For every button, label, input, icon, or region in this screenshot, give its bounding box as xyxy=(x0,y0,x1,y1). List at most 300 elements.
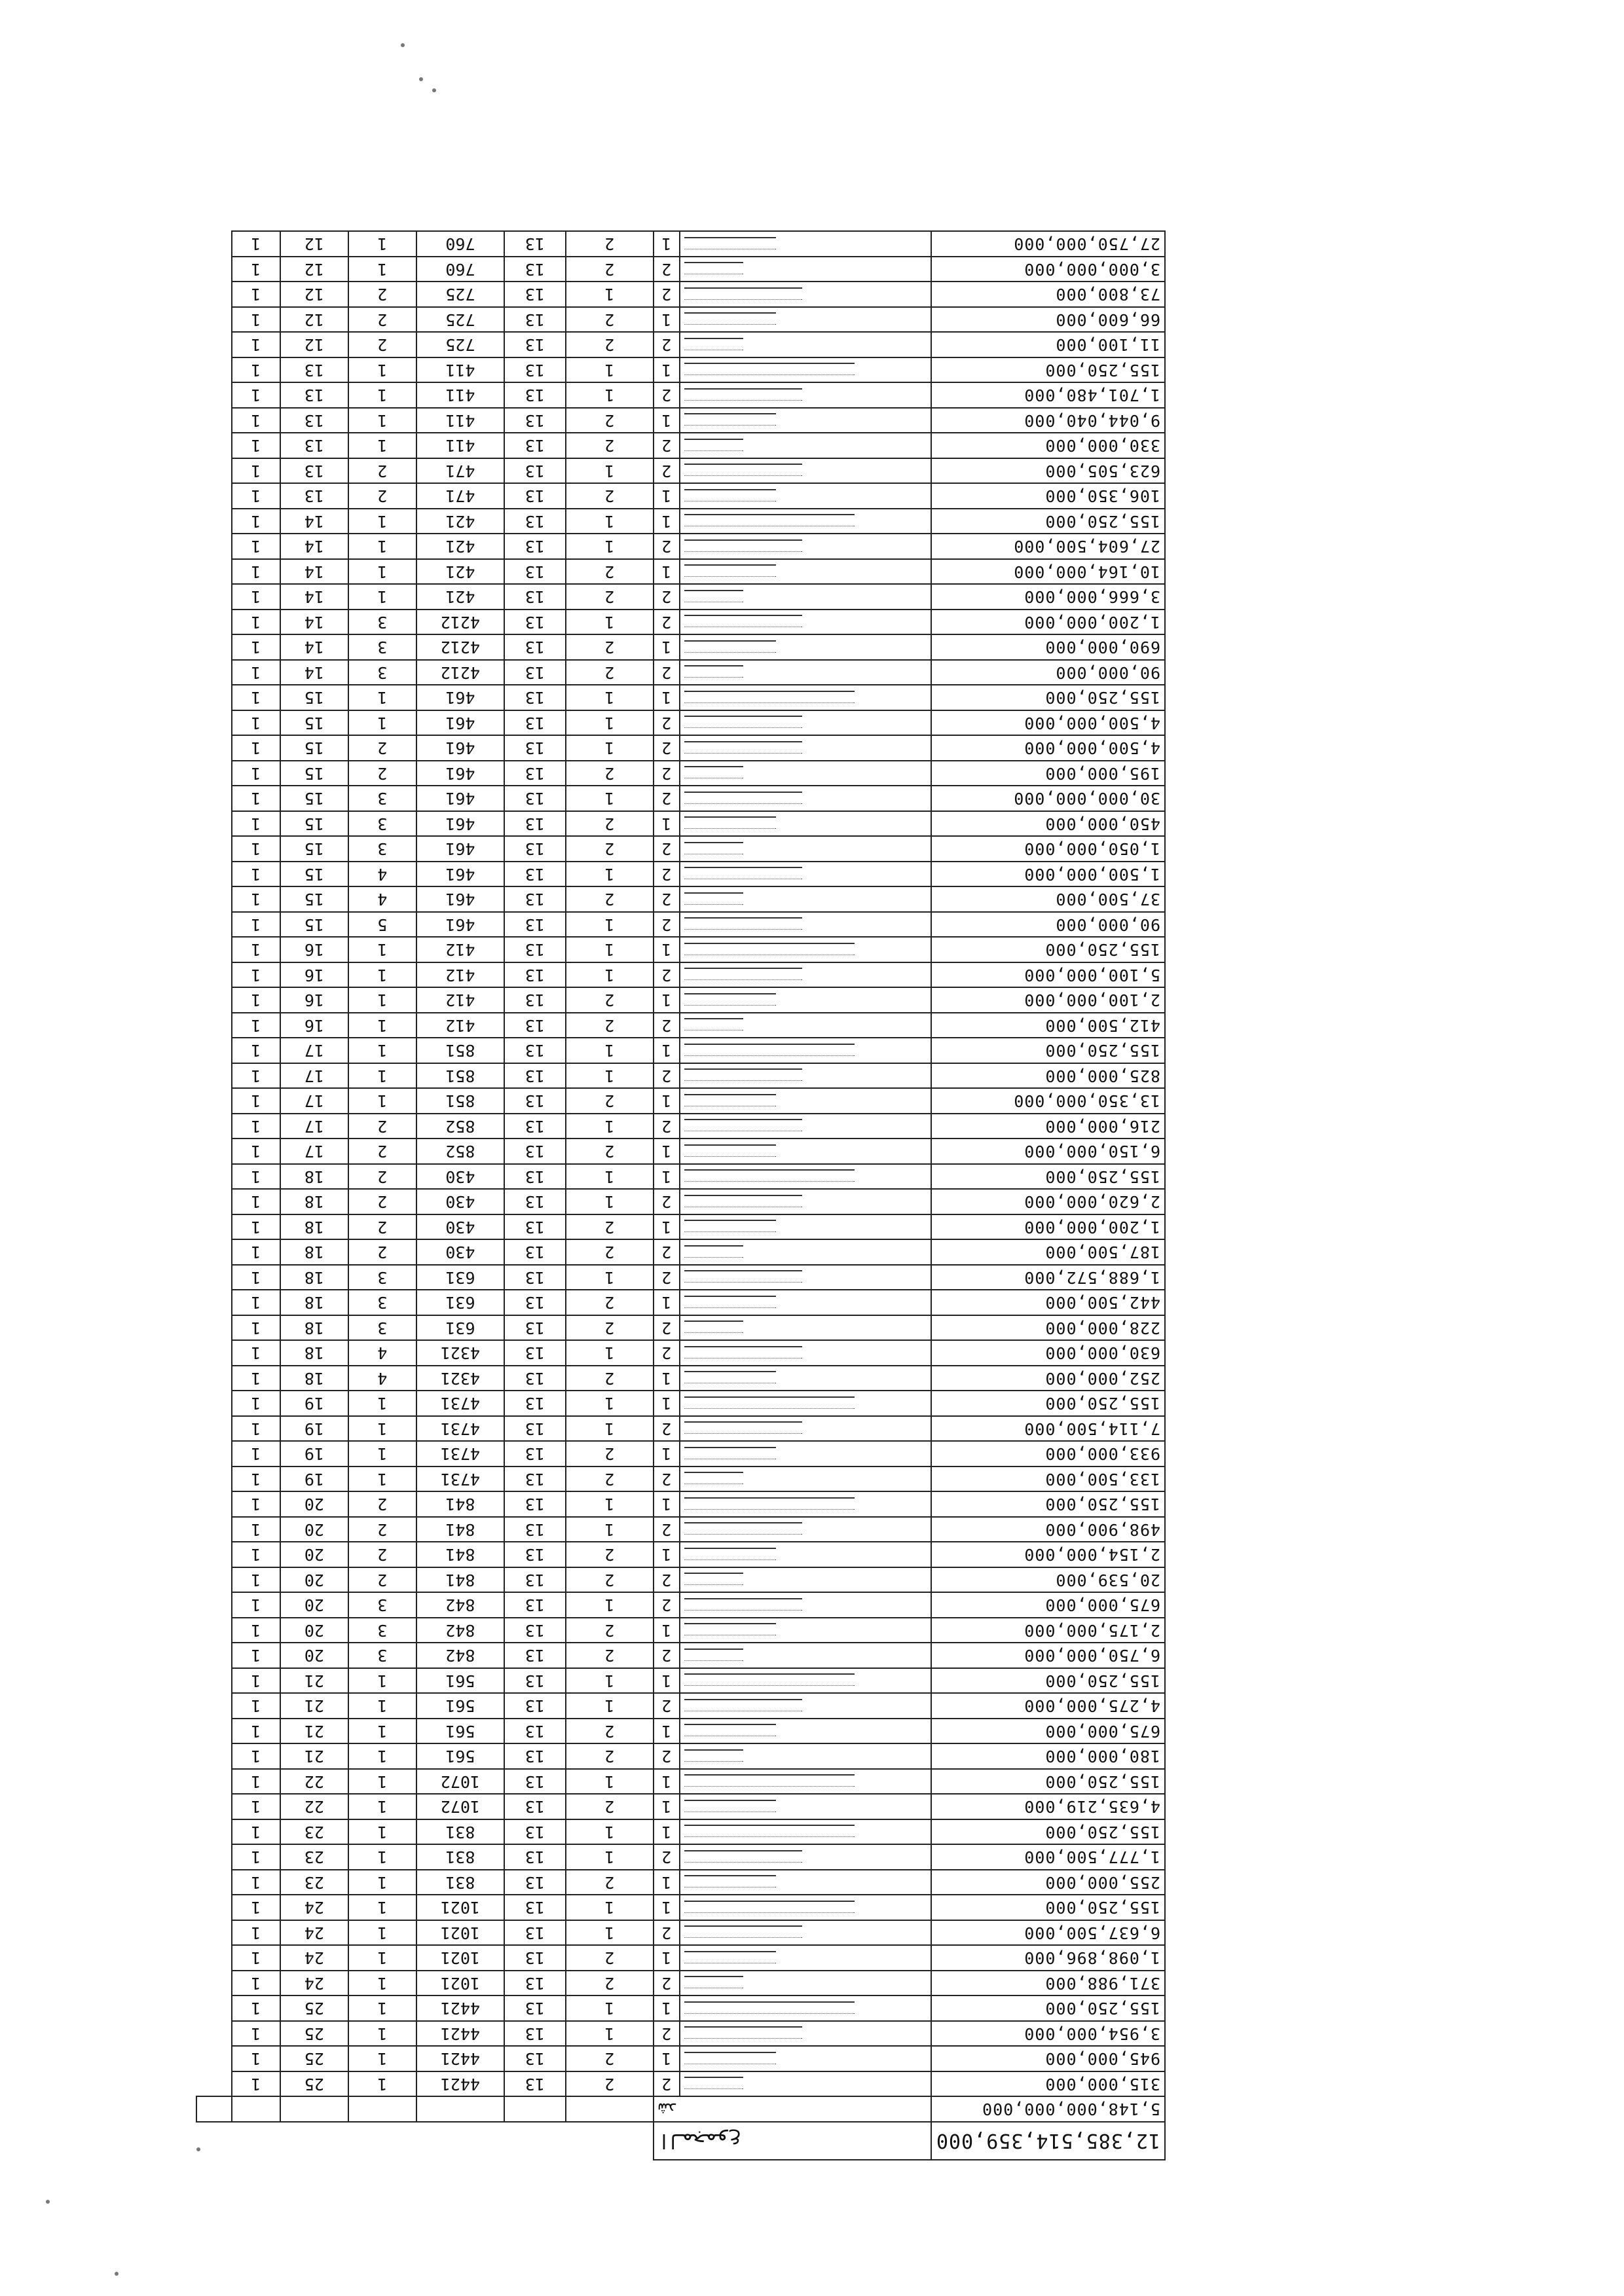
cell xyxy=(416,2097,504,2123)
code-a-cell: 1 xyxy=(566,2021,654,2047)
table-row xyxy=(196,1240,1165,1266)
code-d-cell: 1 xyxy=(348,1416,416,1442)
amount-cell: 450,000,000 xyxy=(931,811,1165,837)
group-code-cell: 13 xyxy=(280,484,348,509)
description-cell xyxy=(680,1290,931,1316)
code-d-cell: 4 xyxy=(348,1366,416,1391)
description-cell xyxy=(680,1795,931,1820)
cell xyxy=(196,2097,232,2123)
code-a-cell: 2 xyxy=(566,1139,654,1165)
code-f-cell: 1 xyxy=(232,2071,280,2097)
type-code-cell: 2 xyxy=(654,1567,680,1593)
description-cell xyxy=(680,1164,931,1190)
description-cell xyxy=(680,685,931,711)
group-code-cell: 20 xyxy=(280,1492,348,1518)
table-row xyxy=(196,1139,1165,1165)
table-row xyxy=(196,1542,1165,1568)
type-code-cell: 2 xyxy=(654,585,680,610)
code-a-cell: 1 xyxy=(566,1038,654,1064)
group-code-cell: 13 xyxy=(280,357,348,383)
group-code-cell: 13 xyxy=(280,458,348,484)
code-f-cell: 1 xyxy=(232,1795,280,1820)
code-b-cell: 13 xyxy=(504,988,566,1013)
total-label: شد xyxy=(654,2097,931,2123)
account-code-cell: 852 xyxy=(416,1139,504,1165)
description-cell xyxy=(680,710,931,736)
code-d-cell: 1 xyxy=(348,1795,416,1820)
code-b-cell: 13 xyxy=(504,1719,566,1744)
group-code-cell: 17 xyxy=(280,1139,348,1165)
code-f-cell: 1 xyxy=(232,559,280,585)
group-code-cell: 14 xyxy=(280,559,348,585)
code-d-cell: 3 xyxy=(348,1265,416,1290)
group-code-cell: 15 xyxy=(280,685,348,711)
code-f-cell: 1 xyxy=(232,1819,280,1845)
amount-cell: 155,250,000 xyxy=(931,1769,1165,1795)
description-cell xyxy=(680,1694,931,1719)
code-d-cell: 2 xyxy=(348,458,416,484)
group-code-cell: 14 xyxy=(280,509,348,534)
handwritten-description xyxy=(684,1598,802,1611)
amount-cell: 1,701,480,000 xyxy=(931,383,1165,409)
amount-cell: 1,050,000,000 xyxy=(931,837,1165,862)
amount-cell: 690,000,000 xyxy=(931,635,1165,661)
table-row xyxy=(196,962,1165,988)
code-b-cell: 13 xyxy=(504,2021,566,2047)
account-code-cell: 411 xyxy=(416,383,504,409)
table-row xyxy=(196,1668,1165,1694)
table-row xyxy=(196,660,1165,685)
code-f-cell: 1 xyxy=(232,1013,280,1038)
group-code-cell: 25 xyxy=(280,2047,348,2072)
table-row xyxy=(196,484,1165,509)
group-code-cell: 16 xyxy=(280,938,348,963)
scan-speck xyxy=(401,43,405,47)
handwritten-description xyxy=(684,1699,802,1711)
description-cell xyxy=(680,786,931,812)
description-cell xyxy=(680,1366,931,1391)
code-a-cell: 1 xyxy=(566,1265,654,1290)
amount-cell: 3,954,000,000 xyxy=(931,2021,1165,2047)
table-row xyxy=(196,1114,1165,1139)
code-a-cell: 1 xyxy=(566,458,654,484)
description-cell xyxy=(680,1089,931,1114)
type-code-cell: 1 xyxy=(654,1769,680,1795)
table-row xyxy=(196,710,1165,736)
handwritten-description xyxy=(684,489,776,501)
group-code-cell: 23 xyxy=(280,1819,348,1845)
code-a-cell: 1 xyxy=(566,1769,654,1795)
code-a-cell: 2 xyxy=(566,1467,654,1492)
type-code-cell: 1 xyxy=(654,635,680,661)
code-d-cell: 3 xyxy=(348,837,416,862)
code-b-cell: 13 xyxy=(504,1290,566,1316)
type-code-cell: 2 xyxy=(654,1845,680,1870)
handwritten-description xyxy=(684,413,776,426)
code-f-cell: 1 xyxy=(232,433,280,459)
code-b-cell: 13 xyxy=(504,761,566,786)
account-code-cell: 4731 xyxy=(416,1416,504,1442)
code-b-cell: 13 xyxy=(504,1542,566,1568)
code-d-cell: 3 xyxy=(348,1593,416,1618)
description-cell xyxy=(680,1265,931,1290)
handwritten-description xyxy=(684,464,802,476)
handwritten-description xyxy=(684,968,802,980)
code-d-cell: 1 xyxy=(348,1719,416,1744)
handwritten-description xyxy=(684,1068,802,1081)
description-cell xyxy=(680,1240,931,1266)
handwritten-description xyxy=(684,1724,776,1736)
amount-cell: 1,200,000,000 xyxy=(931,1214,1165,1240)
code-b-cell: 13 xyxy=(504,786,566,812)
description-cell xyxy=(680,1391,931,1417)
account-code-cell: 461 xyxy=(416,786,504,812)
code-b-cell: 13 xyxy=(504,458,566,484)
code-d-cell: 3 xyxy=(348,610,416,635)
description-cell xyxy=(680,458,931,484)
code-d-cell: 3 xyxy=(348,1315,416,1341)
account-code-cell: 412 xyxy=(416,938,504,963)
code-a-cell: 2 xyxy=(566,988,654,1013)
scan-speck xyxy=(432,88,436,92)
group-code-cell: 19 xyxy=(280,1442,348,1467)
type-code-cell: 2 xyxy=(654,1467,680,1492)
type-code-cell: 2 xyxy=(654,433,680,459)
handwritten-description xyxy=(684,1421,802,1434)
handwritten-description xyxy=(684,1976,743,1988)
code-b-cell: 13 xyxy=(504,1114,566,1139)
account-code-cell: 430 xyxy=(416,1164,504,1190)
account-code-cell: 461 xyxy=(416,811,504,837)
handwritten-description xyxy=(684,665,743,678)
code-f-cell: 1 xyxy=(232,710,280,736)
code-b-cell: 13 xyxy=(504,2071,566,2097)
grand-total-amount: 12,385,514,359,000 xyxy=(931,2122,1165,2160)
code-a-cell: 2 xyxy=(566,2071,654,2097)
type-code-cell: 2 xyxy=(654,761,680,786)
type-code-cell: 1 xyxy=(654,1795,680,1820)
table-row xyxy=(196,1593,1165,1618)
group-code-cell: 20 xyxy=(280,1618,348,1643)
code-f-cell: 1 xyxy=(232,786,280,812)
group-code-cell: 18 xyxy=(280,1164,348,1190)
code-d-cell: 1 xyxy=(348,2021,416,2047)
code-d-cell: 1 xyxy=(348,1971,416,1996)
code-a-cell: 2 xyxy=(566,1870,654,1895)
description-cell xyxy=(680,1467,931,1492)
description-cell xyxy=(680,232,931,257)
handwritten-description xyxy=(684,287,802,300)
table-row xyxy=(196,433,1165,459)
description-cell xyxy=(680,1643,931,1669)
type-code-cell: 2 xyxy=(654,1315,680,1341)
code-f-cell: 1 xyxy=(232,862,280,887)
code-a-cell: 2 xyxy=(566,433,654,459)
code-f-cell: 1 xyxy=(232,685,280,711)
code-f-cell: 1 xyxy=(232,1265,280,1290)
amount-cell: 2,175,000,000 xyxy=(931,1618,1165,1643)
code-d-cell: 5 xyxy=(348,912,416,938)
code-b-cell: 13 xyxy=(504,559,566,585)
handwritten-description xyxy=(684,917,802,930)
table-row xyxy=(196,1164,1165,1190)
code-a-cell: 1 xyxy=(566,610,654,635)
group-code-cell: 12 xyxy=(280,257,348,282)
code-d-cell: 1 xyxy=(348,1442,416,1467)
code-b-cell: 13 xyxy=(504,257,566,282)
type-code-cell: 2 xyxy=(654,610,680,635)
amount-cell: 6,150,000,000 xyxy=(931,1139,1165,1165)
account-code-cell: 4731 xyxy=(416,1467,504,1492)
code-f-cell: 1 xyxy=(232,1895,280,1921)
table-row xyxy=(196,1643,1165,1669)
handwritten-description xyxy=(684,2001,855,2014)
group-code-cell: 14 xyxy=(280,610,348,635)
account-code-cell: 631 xyxy=(416,1315,504,1341)
amount-cell: 155,250,000 xyxy=(931,1492,1165,1518)
code-d-cell: 1 xyxy=(348,1038,416,1064)
code-d-cell: 2 xyxy=(348,307,416,333)
code-f-cell: 1 xyxy=(232,1240,280,1266)
handwritten-description xyxy=(684,691,855,703)
code-d-cell: 2 xyxy=(348,1214,416,1240)
group-code-cell: 20 xyxy=(280,1517,348,1542)
description-cell xyxy=(680,559,931,585)
code-b-cell: 13 xyxy=(504,938,566,963)
description-cell xyxy=(680,988,931,1013)
code-d-cell: 1 xyxy=(348,1920,416,1946)
code-f-cell: 1 xyxy=(232,761,280,786)
type-code-cell: 2 xyxy=(654,282,680,308)
handwritten-description xyxy=(684,1774,855,1787)
amount-cell: 187,500,000 xyxy=(931,1240,1165,1266)
account-code-cell: 461 xyxy=(416,710,504,736)
code-f-cell: 1 xyxy=(232,1190,280,1215)
handwritten-description xyxy=(684,1875,776,1887)
code-a-cell: 2 xyxy=(566,1971,654,1996)
amount-cell: 3,000,000,000 xyxy=(931,257,1165,282)
type-code-cell: 1 xyxy=(654,1819,680,1845)
handwritten-description xyxy=(684,237,776,249)
type-code-cell: 2 xyxy=(654,1240,680,1266)
code-d-cell: 1 xyxy=(348,559,416,585)
amount-cell: 623,505,000 xyxy=(931,458,1165,484)
handwritten-description xyxy=(684,1522,802,1535)
description-cell xyxy=(680,1845,931,1870)
handwritten-description xyxy=(684,716,802,728)
type-code-cell: 2 xyxy=(654,710,680,736)
total-row xyxy=(196,2097,1165,2123)
description-cell xyxy=(680,736,931,761)
handwritten-description xyxy=(684,1623,776,1635)
code-a-cell: 1 xyxy=(566,736,654,761)
code-b-cell: 13 xyxy=(504,635,566,661)
code-b-cell: 13 xyxy=(504,1668,566,1694)
amount-cell: 4,500,000,000 xyxy=(931,736,1165,761)
code-a-cell: 1 xyxy=(566,1114,654,1139)
description-cell xyxy=(680,1567,931,1593)
description-cell xyxy=(680,1971,931,1996)
account-code-cell: 841 xyxy=(416,1492,504,1518)
group-code-cell: 12 xyxy=(280,232,348,257)
code-d-cell: 2 xyxy=(348,736,416,761)
code-a-cell: 2 xyxy=(566,837,654,862)
account-code-cell: 725 xyxy=(416,282,504,308)
code-a-cell: 1 xyxy=(566,1593,654,1618)
account-code-cell: 461 xyxy=(416,887,504,913)
account-code-cell: 1021 xyxy=(416,1971,504,1996)
description-cell xyxy=(680,1668,931,1694)
code-b-cell: 13 xyxy=(504,1442,566,1467)
cell xyxy=(566,2097,654,2123)
table-row xyxy=(196,887,1165,913)
type-code-cell: 2 xyxy=(654,887,680,913)
description-cell xyxy=(680,1038,931,1064)
account-code-cell: 4421 xyxy=(416,2047,504,2072)
table-row xyxy=(196,1190,1165,1215)
code-a-cell: 2 xyxy=(566,1643,654,1669)
amount-cell: 13,350,000,000 xyxy=(931,1089,1165,1114)
code-b-cell: 13 xyxy=(504,1618,566,1643)
code-f-cell: 1 xyxy=(232,1769,280,1795)
table-row xyxy=(196,1618,1165,1643)
handwritten-description xyxy=(684,1800,776,1812)
code-f-cell: 1 xyxy=(232,1870,280,1895)
code-b-cell: 13 xyxy=(504,2047,566,2072)
description-cell xyxy=(680,1744,931,1770)
table-row xyxy=(196,1996,1165,2022)
code-a-cell: 1 xyxy=(566,1996,654,2022)
code-b-cell: 13 xyxy=(504,710,566,736)
code-d-cell: 4 xyxy=(348,887,416,913)
handwritten-description xyxy=(684,1195,802,1207)
description-cell xyxy=(680,484,931,509)
code-f-cell: 1 xyxy=(232,887,280,913)
code-a-cell: 2 xyxy=(566,307,654,333)
amount-cell: 11,100,000 xyxy=(931,333,1165,358)
type-code-cell: 1 xyxy=(654,1214,680,1240)
table-row xyxy=(196,408,1165,433)
table-row xyxy=(196,610,1165,635)
table-row xyxy=(196,282,1165,308)
code-d-cell: 2 xyxy=(348,1542,416,1568)
code-b-cell: 13 xyxy=(504,1996,566,2022)
description-cell xyxy=(680,1593,931,1618)
description-cell xyxy=(680,1114,931,1139)
cell xyxy=(280,2097,348,2123)
code-d-cell: 1 xyxy=(348,1467,416,1492)
code-a-cell: 2 xyxy=(566,333,654,358)
group-code-cell: 23 xyxy=(280,1870,348,1895)
code-f-cell: 1 xyxy=(232,1971,280,1996)
amount-cell: 1,777,500,000 xyxy=(931,1845,1165,1870)
handwritten-description xyxy=(684,892,743,905)
handwritten-description xyxy=(684,615,802,627)
amount-cell: 155,250,000 xyxy=(931,1895,1165,1921)
account-code-cell: 631 xyxy=(416,1290,504,1316)
description-cell xyxy=(680,610,931,635)
code-d-cell: 2 xyxy=(348,761,416,786)
type-code-cell: 2 xyxy=(654,1694,680,1719)
code-a-cell: 1 xyxy=(566,282,654,308)
code-f-cell: 1 xyxy=(232,1089,280,1114)
code-d-cell: 1 xyxy=(348,1769,416,1795)
code-f-cell: 1 xyxy=(232,585,280,610)
handwritten-description xyxy=(684,741,802,754)
handwritten-description xyxy=(684,1548,776,1560)
handwritten-description xyxy=(684,1472,743,1484)
code-b-cell: 13 xyxy=(504,962,566,988)
account-code-cell: 461 xyxy=(416,837,504,862)
group-code-cell: 17 xyxy=(280,1114,348,1139)
description-cell xyxy=(680,635,931,661)
code-d-cell: 1 xyxy=(348,1895,416,1921)
type-code-cell: 2 xyxy=(654,736,680,761)
code-b-cell: 13 xyxy=(504,383,566,409)
handwritten-description xyxy=(684,1951,776,1963)
group-code-cell: 13 xyxy=(280,433,348,459)
group-code-cell: 12 xyxy=(280,282,348,308)
code-f-cell: 1 xyxy=(232,837,280,862)
code-a-cell: 1 xyxy=(566,383,654,409)
code-b-cell: 13 xyxy=(504,307,566,333)
group-code-cell: 21 xyxy=(280,1694,348,1719)
description-cell xyxy=(680,1946,931,1971)
handwritten-description xyxy=(684,1119,802,1131)
group-code-cell: 25 xyxy=(280,2071,348,2097)
handwritten-description xyxy=(684,388,802,401)
group-code-cell: 15 xyxy=(280,710,348,736)
amount-cell: 155,250,000 xyxy=(931,357,1165,383)
description-cell xyxy=(680,938,931,963)
table-row xyxy=(196,534,1165,560)
code-b-cell: 13 xyxy=(504,1845,566,1870)
account-code-cell: 412 xyxy=(416,988,504,1013)
code-f-cell: 1 xyxy=(232,232,280,257)
code-f-cell: 1 xyxy=(232,534,280,560)
code-b-cell: 13 xyxy=(504,333,566,358)
code-d-cell: 1 xyxy=(348,1744,416,1770)
code-b-cell: 13 xyxy=(504,811,566,837)
table-row xyxy=(196,761,1165,786)
code-b-cell: 13 xyxy=(504,1214,566,1240)
scan-speck xyxy=(419,77,423,81)
handwritten-description xyxy=(684,1901,855,1913)
ledger-table xyxy=(196,231,1166,2161)
handwritten-description xyxy=(684,590,743,602)
code-d-cell: 1 xyxy=(348,1391,416,1417)
code-f-cell: 1 xyxy=(232,1290,280,1316)
account-code-cell: 1021 xyxy=(416,1946,504,1971)
description-cell xyxy=(680,887,931,913)
inverted-table-wrapper xyxy=(52,231,1166,2161)
code-a-cell: 1 xyxy=(566,912,654,938)
code-f-cell: 1 xyxy=(232,736,280,761)
handwritten-description xyxy=(684,842,743,854)
description-cell xyxy=(680,1214,931,1240)
amount-cell: 7,114,500,000 xyxy=(931,1416,1165,1442)
group-code-cell: 25 xyxy=(280,2021,348,2047)
group-code-cell: 15 xyxy=(280,786,348,812)
table-row xyxy=(196,307,1165,333)
code-a-cell: 1 xyxy=(566,1819,654,1845)
type-code-cell: 2 xyxy=(654,1190,680,1215)
code-f-cell: 1 xyxy=(232,938,280,963)
code-a-cell: 2 xyxy=(566,1795,654,1820)
table-row xyxy=(196,1517,1165,1542)
code-a-cell: 1 xyxy=(566,509,654,534)
handwritten-description xyxy=(684,514,855,526)
